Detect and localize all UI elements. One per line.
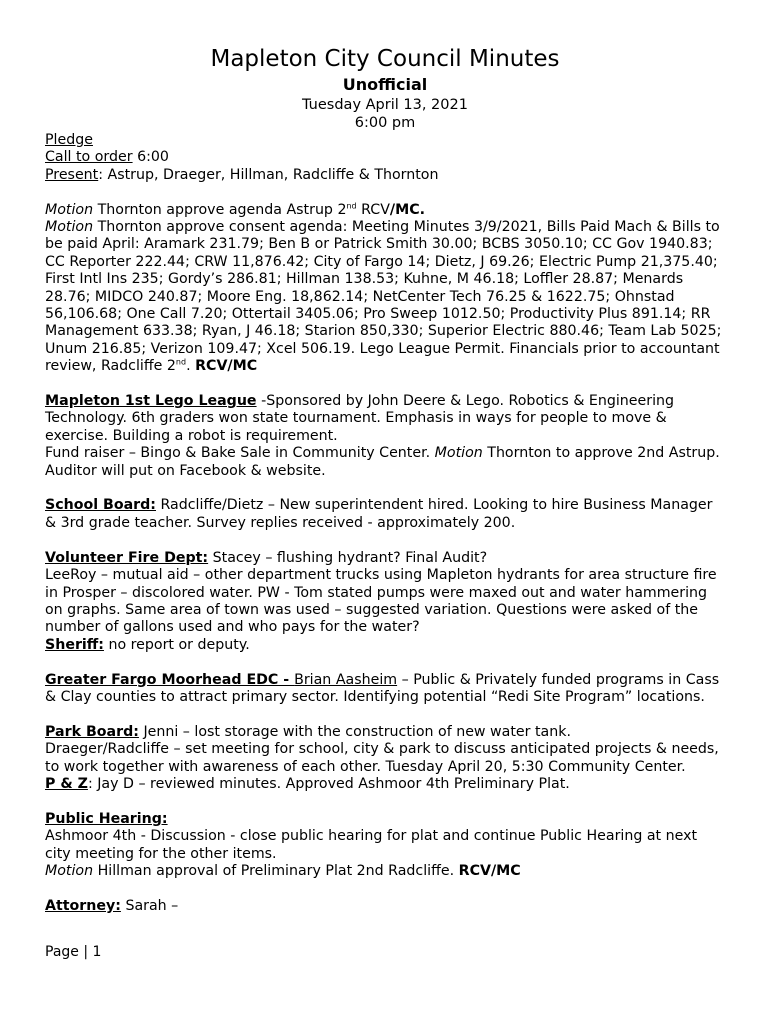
fire-dept-text: Stacey – flushing hydrant? Final Audit? bbox=[208, 549, 488, 566]
lego-league-section bbox=[45, 393, 725, 445]
motion-agenda bbox=[45, 202, 725, 219]
edc-text: – Public & Privately funded programs in Cass & Clay counties to attract primary sector. Identifying potential “Redi Site Program” locations. bbox=[45, 671, 720, 705]
mc-text: /MC. bbox=[389, 201, 426, 218]
motion-text: Thornton to approve 2nd Astrup. Auditor will put on Facebook & website. bbox=[45, 445, 720, 479]
edc-heading: Greater Fargo Moorhead EDC - bbox=[45, 671, 295, 688]
document-subtitle: Unofficial bbox=[342, 75, 428, 94]
lego-league-text: -Sponsored by John Deere & Lego. Robotics & Engineering Technology. 6th graders won state tournament. Emphasis in ways for people to move & exercise. Building a robot is requirement. bbox=[45, 393, 675, 444]
edc-speaker: Brian Aasheim bbox=[294, 671, 398, 688]
rcv-text: RCV bbox=[356, 201, 390, 218]
call-to-order-time: 6:00 bbox=[132, 149, 169, 166]
sheriff-text: no report or deputy. bbox=[103, 636, 250, 653]
pz-heading: P & Z bbox=[45, 775, 88, 792]
edc-section bbox=[45, 672, 725, 707]
pz-text: : Jay D – reviewed minutes. Approved Ashmoor 4th Preliminary Plat. bbox=[87, 775, 570, 792]
meeting-date: Tuesday April 13, 2021 bbox=[302, 97, 468, 113]
fund-raiser-line bbox=[45, 445, 725, 480]
motion-text: Thornton approve consent agenda: Meeting Minutes 3/9/2021, Bills Paid Mach & Bills to be paid April: Aramark 231.79; Ben B or Patrick Smith 30.00; BCBS 3050.10; CC Gov 1940.83; CC Reporter 222.44; CRW 11,876.42; City of Fargo 14; Dietz, J 69.26; Electric Pump 21,375.40; First Intl Ins 235; Gordy’s 286.81; Hillman 138.53; Kuhne, M 46.18; Loffler 28.87; Menards 28.76; MIDCO 240.87; Moore Eng. 18,862.14; NetCenter Tech 76.25 & 1622.75; Ohnstad 56,106.68; One Call 7.20; Ottertail 3405.06; Pro Sweep 1012.50; Productivity Plus 891.14; RR Management 633.38; Ryan, J 46.18; Starion 850,330; Superior Electric 880.46; Team Lab 5025; Unum 216.85; Verizon 109.47; Xcel 506.19. Lego League Permit. Financials prior to accountant review, Radcliffe 2 bbox=[45, 219, 722, 375]
attorney-section bbox=[45, 898, 725, 915]
motion-text: Hillman approval of Preliminary Plat 2nd Radcliffe. bbox=[93, 862, 459, 879]
public-hearing-motion bbox=[45, 863, 725, 880]
rcv-mc-text: RCV/MC bbox=[195, 358, 258, 375]
document-title: Mapleton City Council Minutes bbox=[210, 46, 560, 72]
motion-text: Thornton approve agenda Astrup 2 bbox=[93, 201, 347, 218]
motion-word: Motion bbox=[45, 862, 94, 879]
motion-word: Motion bbox=[45, 201, 94, 218]
meeting-time: 6:00 pm bbox=[354, 115, 416, 131]
pledge-line bbox=[45, 132, 725, 149]
motion-word: Motion bbox=[45, 219, 94, 236]
fire-dept-heading: Volunteer Fire Dept: bbox=[45, 549, 209, 566]
page-footer: Page | 1 bbox=[45, 944, 102, 960]
present-line bbox=[45, 167, 725, 184]
call-to-order-line bbox=[45, 149, 725, 166]
rcv-mc-text: RCV/MC bbox=[458, 862, 521, 879]
present-names: : Astrup, Draeger, Hillman, Radcliffe & Thornton bbox=[98, 166, 439, 183]
motion-end: . bbox=[186, 358, 196, 375]
lego-league-heading: Mapleton 1st Lego League bbox=[45, 393, 257, 410]
ordinal-suffix: nd bbox=[175, 357, 187, 367]
attorney-heading: Attorney: bbox=[45, 897, 121, 914]
sheriff-heading: Sheriff: bbox=[45, 636, 104, 653]
park-board-heading: Park Board: bbox=[45, 723, 139, 740]
public-hearing-text: Ashmoor 4th - Discussion - close public hearing for plat and continue Public Hearing at next city meeting for the other items. bbox=[45, 828, 698, 862]
fire-dept-section bbox=[45, 550, 725, 567]
sheriff-line bbox=[45, 637, 725, 654]
attorney-text: Sarah – bbox=[120, 897, 179, 914]
fund-raiser-text: Fund raiser – Bingo & Bake Sale in Community Center. bbox=[45, 445, 435, 462]
school-board-section bbox=[45, 497, 725, 532]
present-label: Present bbox=[45, 166, 99, 183]
school-board-heading: School Board: bbox=[45, 497, 156, 514]
document-page bbox=[45, 44, 725, 915]
park-board-text: Jenni – lost storage with the construction of new water tank. bbox=[138, 723, 571, 740]
pz-line bbox=[45, 776, 725, 793]
park-board-details: Draeger/Radcliffe – set meeting for school, city & park to discuss anticipated projects & needs, to work together with awareness of each other. Tuesday April 20, 5:30 Community Center. bbox=[45, 741, 719, 775]
pledge-label: Pledge bbox=[45, 132, 93, 148]
ordinal-suffix: nd bbox=[346, 200, 357, 210]
fire-dept-details: LeeRoy – mutual aid – other department trucks using Mapleton hydrants for area structure fire in Prosper – discolored water. PW - Tom stated pumps were maxed out and water hammering on graphs. Same area of town was used – suggested variation. Questions were asked of the number of gallons used and who pays for the water? bbox=[45, 567, 717, 636]
school-board-text: Radcliffe/Dietz – New superintendent hired. Looking to hire Business Manager & 3rd grade teacher. Survey replies received - approximately 200. bbox=[45, 497, 713, 531]
public-hearing-heading: Public Hearing: bbox=[45, 810, 168, 827]
public-hearing-heading-line bbox=[45, 811, 725, 828]
motion-word: Motion bbox=[434, 445, 483, 462]
motion-consent-agenda bbox=[45, 219, 725, 376]
call-to-order-label: Call to order bbox=[45, 149, 133, 166]
park-board-section bbox=[45, 724, 725, 741]
